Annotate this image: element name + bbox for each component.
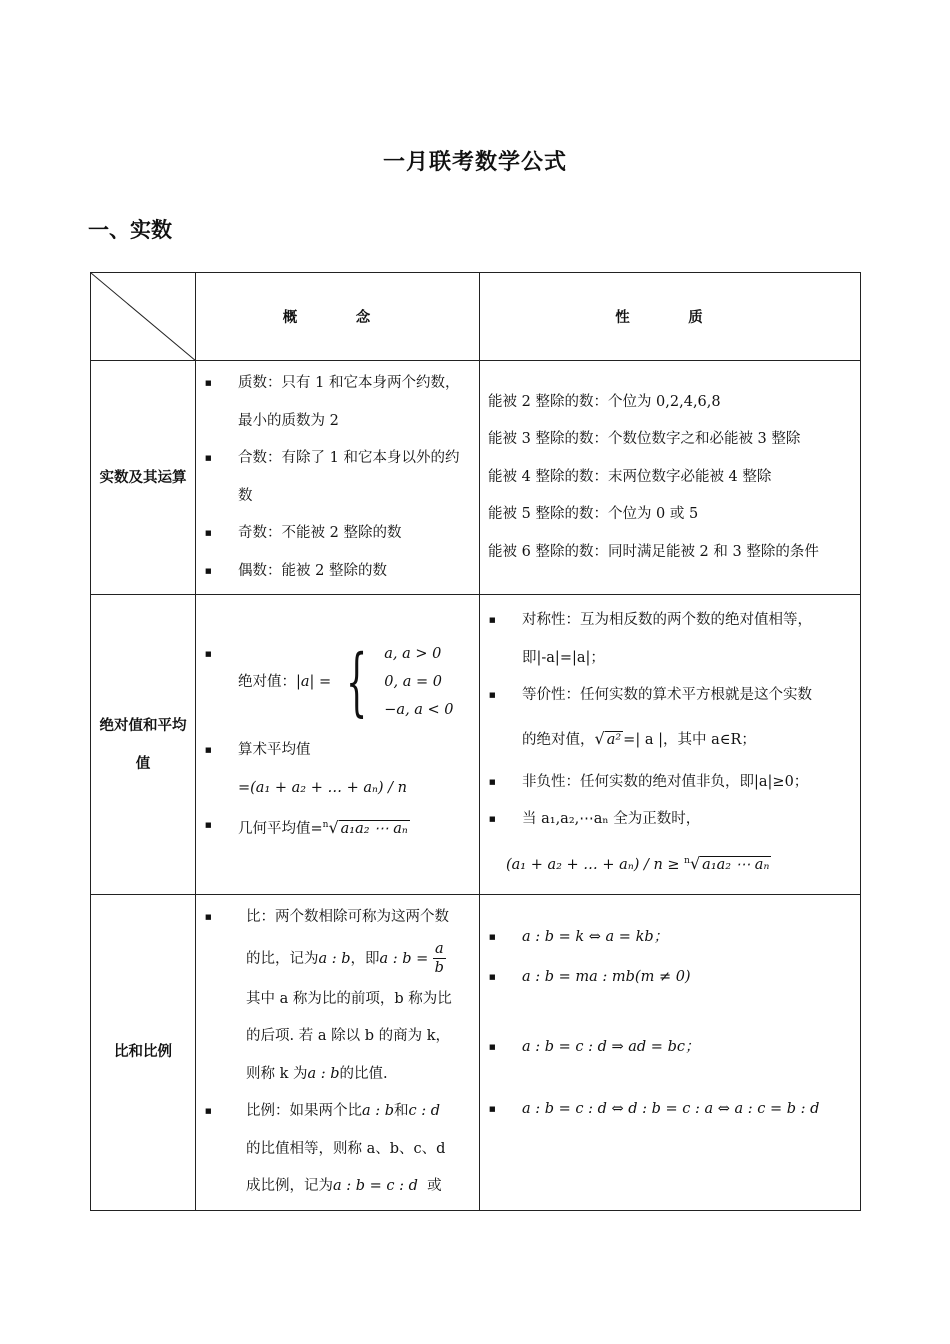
row-label: 绝对值和平均值 bbox=[91, 595, 196, 895]
list-item-am-gm bbox=[480, 801, 860, 886]
list-item: ■ a : b = c : d ⇔ d : b = c : a ⇔ a : c = b : d bbox=[480, 1089, 852, 1129]
radical-icon: √ bbox=[689, 853, 701, 873]
list-item-symmetry bbox=[480, 602, 860, 677]
property-line: 能被 3 整除的数：个数位数字之和必能被 3 整除 bbox=[488, 431, 801, 448]
geo-root-index: n bbox=[322, 820, 329, 831]
ratio-text: ，即 bbox=[350, 950, 380, 967]
list-item: ■ a : b = c : d ⇒ ad = bc； bbox=[480, 1027, 852, 1067]
property-cell bbox=[480, 361, 861, 595]
equiv-radicand: a² bbox=[606, 731, 622, 748]
prop-line bbox=[506, 839, 854, 887]
ratio-expr: a : b bbox=[307, 1065, 340, 1082]
table-row-ratio bbox=[91, 895, 861, 1211]
ratio-line bbox=[246, 1168, 473, 1206]
list-item-arithmetic-mean bbox=[196, 732, 479, 807]
ratio-text: 的比值. bbox=[339, 1065, 388, 1082]
property-cell bbox=[480, 895, 861, 1211]
row-label: 比和比例 bbox=[91, 895, 196, 1211]
abs-case: −a, a < 0 bbox=[384, 702, 454, 719]
list-item: ■ 偶数：能被 2 整除的数 bbox=[196, 553, 479, 591]
ratio-text: 成比例，记为 bbox=[246, 1178, 333, 1194]
abs-cases bbox=[384, 640, 453, 724]
list-item: ■ a : b = k ⇔ a = kb； bbox=[480, 917, 852, 957]
diagonal-line bbox=[91, 273, 196, 361]
ratio-text: 的比，记为 bbox=[246, 950, 319, 967]
list-item: ■ 奇数：不能被 2 整除的数 bbox=[196, 515, 479, 553]
ratio-text: 其中 a 称为比的前项，b 称为比 bbox=[246, 990, 452, 1007]
ratio-text: 和 bbox=[394, 1103, 409, 1119]
ratio-line bbox=[246, 1093, 473, 1131]
arith-label: ■ 算术平均值 bbox=[238, 742, 311, 759]
prop-text: ■ 当 a₁,a₂,⋯aₙ 全为正数时， bbox=[522, 811, 701, 828]
amgm-radicand: a₁a₂ ⋯ aₙ bbox=[702, 856, 770, 873]
amgm-root-index: n bbox=[684, 855, 690, 866]
prop-line bbox=[522, 715, 854, 764]
prop-text: 的绝对值， bbox=[522, 731, 595, 748]
amgm-lhs: (a₁ + a₂ + … + aₙ) / n ≥ bbox=[506, 856, 685, 873]
list-item-absolute-value bbox=[196, 640, 479, 724]
concept-column-header: 概 念 bbox=[196, 273, 480, 361]
prop-text: ■ 等价性：任何实数的算术平方根就是这个实数 bbox=[522, 687, 812, 704]
list-item: ■ a : b = ma : mb(m ≠ 0) bbox=[480, 957, 852, 997]
fraction-numerator: a bbox=[434, 941, 444, 957]
formula-table bbox=[90, 272, 861, 1211]
table-row-real-numbers bbox=[91, 361, 861, 595]
left-brace-icon: { bbox=[346, 639, 368, 726]
list-item-ratio-definition bbox=[196, 899, 479, 1093]
header-row bbox=[91, 273, 861, 361]
row-label: 实数及其运算 bbox=[91, 361, 196, 595]
section-heading: 一、实数 bbox=[88, 218, 172, 242]
geo-label: 几何平均值= bbox=[238, 821, 323, 838]
list-item-nonnegativity: ■ 非负性：任何实数的绝对值非负，即|a|≥0； bbox=[480, 764, 860, 802]
abs-case: 0, a = 0 bbox=[384, 674, 442, 691]
list-item-geometric-mean bbox=[196, 807, 479, 848]
concept-cell bbox=[196, 895, 480, 1211]
fraction-denominator: b bbox=[434, 960, 444, 976]
list-item-proportion bbox=[196, 1093, 479, 1206]
radical-icon: √ bbox=[328, 818, 339, 838]
ratio-text: 的比值相等，则称 a、b、c、d bbox=[246, 1140, 446, 1157]
ratio-expr: c : d bbox=[408, 1103, 441, 1119]
ratio-text: ■ 比：两个数相除可称为这两个数 bbox=[246, 909, 449, 925]
prop-text: =| a |，其中 a∈R； bbox=[623, 731, 756, 748]
ratio-expr: a : b = bbox=[379, 950, 429, 967]
property-line: 能被 6 整除的数：同时满足能被 2 和 3 整除的条件 bbox=[488, 543, 819, 560]
concept-cell bbox=[196, 361, 480, 595]
ratio-line bbox=[246, 1056, 473, 1094]
document-title: 一月联考数学公式 bbox=[382, 150, 567, 175]
fraction bbox=[433, 940, 446, 977]
property-column-header: 性 质 bbox=[480, 273, 861, 361]
abs-case: a, a > 0 bbox=[384, 646, 442, 663]
abs-lhs: |a| = bbox=[296, 674, 332, 691]
property-line: 能被 5 整除的数：个位为 0 或 5 bbox=[488, 506, 699, 523]
ratio-expr: a : b = c : d bbox=[333, 1178, 418, 1194]
ratio-text: 比例：如果两个比 bbox=[246, 1103, 362, 1119]
list-item: ■ 质数：只有 1 和它本身两个约数，最小的质数为 2 bbox=[196, 365, 479, 440]
ratio-line bbox=[246, 937, 473, 981]
ratio-expr: a : b bbox=[362, 1103, 395, 1119]
list-item-equivalence bbox=[480, 677, 860, 764]
concept-cell bbox=[196, 595, 480, 895]
ratio-text: 则称 k 为 bbox=[246, 1065, 308, 1082]
ratio-text: 或 bbox=[427, 1178, 442, 1194]
arith-formula: =(a₁ + a₂ + … + aₙ) / n bbox=[238, 779, 407, 796]
list-item: ■ 合数：有除了 1 和它本身以外的约数 bbox=[196, 440, 479, 515]
property-line: 能被 2 整除的数：个位为 0,2,4,6,8 bbox=[488, 393, 721, 410]
geo-radicand: a₁a₂ ⋯ aₙ bbox=[340, 821, 408, 838]
prop-text: ■ 对称性：互为相反数的两个数的绝对值相等， bbox=[522, 612, 812, 629]
prop-text: 即|-a|=|a|； bbox=[522, 649, 605, 666]
ratio-text: 的后项. 若 a 除以 b 的商为 k， bbox=[246, 1028, 450, 1044]
property-line: 能被 4 整除的数：末两位数字必能被 4 整除 bbox=[488, 468, 772, 485]
ratio-expr: a : b bbox=[318, 950, 351, 967]
property-cell bbox=[480, 595, 861, 895]
table-row-absolute-mean bbox=[91, 595, 861, 895]
radical-icon: √ bbox=[594, 728, 605, 748]
abs-label: ■ 绝对值： bbox=[238, 674, 296, 691]
diagonal-corner-cell bbox=[91, 273, 196, 361]
